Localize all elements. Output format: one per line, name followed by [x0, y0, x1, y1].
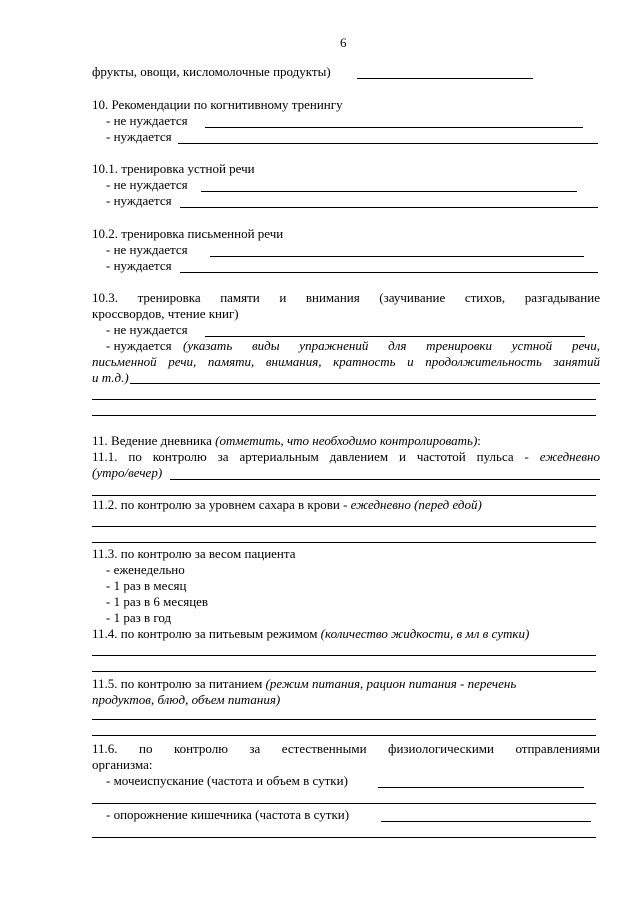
s11-5-text: 11.5. по контролю за питанием — [92, 676, 263, 691]
s11-5-blank-1[interactable] — [92, 719, 596, 720]
s10-3-blank-2[interactable] — [92, 399, 596, 400]
s10-1-opt-no-need-blank[interactable] — [201, 191, 577, 192]
s10-1-title: 10.1. тренировка устной речи — [92, 161, 255, 176]
s10-2-opt-no-need-blank[interactable] — [210, 256, 584, 257]
s10-3-opt-need: - нуждается — [106, 338, 172, 353]
s11-1-line2: (утро/вечер) — [92, 465, 163, 480]
s10-2-opt-no-need: - не нуждается — [106, 242, 188, 257]
s11-6-blank-2[interactable] — [92, 837, 596, 838]
s10-2-title: 10.2. тренировка письменной речи — [92, 226, 284, 241]
s11-2-line — [92, 497, 482, 513]
s11-1-italic: ежедневно — [539, 449, 600, 464]
page-number: 6 — [340, 35, 347, 50]
s11-3-title: 11.3. по контролю за весом пациента — [92, 546, 296, 561]
s10-2-opt-need: - нуждается — [106, 258, 172, 273]
s11-6-item-bowel-blank[interactable] — [381, 821, 591, 822]
s11-4-line — [92, 626, 529, 642]
s11-6-line1: 11.6. по контролю за естественными физиологическими отправлениями — [92, 741, 600, 756]
s10-2-opt-need-blank[interactable] — [180, 272, 598, 273]
s11-1-line1 — [92, 449, 600, 465]
s11-1-blank-1[interactable] — [170, 479, 600, 480]
s10-opt-no-need-blank[interactable] — [205, 127, 583, 128]
s10-1-opt-no-need: - не нуждается — [106, 177, 188, 192]
s11-2-blank-1[interactable] — [92, 526, 596, 527]
s10-3-opt-no-need-blank[interactable] — [205, 336, 585, 337]
top-line-text: фрукты, овощи, кисломолочные продукты) — [92, 64, 331, 79]
s11-3-opt-6months: - 1 раз в 6 месяцев — [106, 594, 209, 609]
s10-title: 10. Рекомендации по когнитивному тренингу — [92, 97, 343, 112]
s10-3-title-line1: 10.3. тренировка памяти и внимания (заучивание стихов, разгадывание — [92, 290, 600, 305]
s10-3-opt-need-note-line3: и т.д.) — [92, 370, 129, 385]
s10-3-opt-need-note-line1: (указать виды упражнений для тренировки устной речи, — [183, 338, 600, 353]
s10-3-blank-3[interactable] — [92, 415, 596, 416]
s11-5-blank-2[interactable] — [92, 735, 596, 736]
s10-opt-no-need: - не нуждается — [106, 113, 188, 128]
s10-3-opt-need-note-line2-wrap — [92, 354, 600, 370]
s11-2-text: 11.2. по контролю за уровнем сахара в крови - — [92, 497, 348, 512]
s11-6-item-bowel: - опорожнение кишечника (частота в сутки) — [106, 807, 350, 822]
s11-5-line2: продуктов, блюд, объем питания) — [92, 692, 281, 707]
s10-opt-need-blank[interactable] — [178, 143, 598, 144]
top-line-blank[interactable] — [357, 78, 533, 79]
s11-4-text: 11.4. по контролю за питьевым режимом — [92, 626, 318, 641]
s11-4-blank-2[interactable] — [92, 671, 596, 672]
s11-5-italic-1: (режим питания, рацион питания - перечень — [265, 676, 517, 691]
s11-4-italic: (количество жидкости, в мл в сутки) — [320, 626, 530, 641]
s11-title — [92, 433, 481, 449]
s11-5-line1 — [92, 676, 516, 692]
s11-6-blank-1[interactable] — [92, 803, 596, 804]
s11-4-blank-1[interactable] — [92, 655, 596, 656]
s10-3-title — [92, 290, 600, 306]
s10-3-opt-no-need: - не нуждается — [106, 322, 188, 337]
s11-1-text: 11.1. по контролю за артериальным давлением и частотой пульса - — [92, 449, 529, 464]
s11-6-item-urination: - мочеиспускание (частота и объем в сутки) — [106, 773, 348, 788]
s10-opt-need: - нуждается — [106, 129, 172, 144]
s11-title-note: (отметить, что необходимо контролировать) — [215, 433, 478, 448]
s10-1-opt-need: - нуждается — [106, 193, 172, 208]
s11-3-opt-monthly: - 1 раз в месяц — [106, 578, 187, 593]
s10-1-opt-need-blank[interactable] — [180, 207, 598, 208]
s11-title-colon: : — [477, 433, 481, 448]
s10-3-opt-need-note-line2: письменной речи, памяти, внимания, кратность и продолжительность занятий — [92, 354, 600, 369]
s11-2-blank-2[interactable] — [92, 542, 596, 543]
s11-1-blank-2[interactable] — [92, 495, 596, 496]
s11-2-italic: ежедневно (перед едой) — [350, 497, 482, 512]
s11-3-opt-yearly: - 1 раз в год — [106, 610, 172, 625]
s11-3-opt-weekly: - еженедельно — [106, 562, 185, 577]
s10-3-blank-1[interactable] — [130, 383, 600, 384]
s11-6-item-urination-blank[interactable] — [378, 787, 584, 788]
s11-6-line1-wrap — [92, 741, 600, 757]
s10-3-title-line2: кроссвордов, чтение книг) — [92, 306, 239, 321]
s11-title-text: 11. Ведение дневника — [92, 433, 212, 448]
s11-6-line2: организма: — [92, 757, 153, 772]
